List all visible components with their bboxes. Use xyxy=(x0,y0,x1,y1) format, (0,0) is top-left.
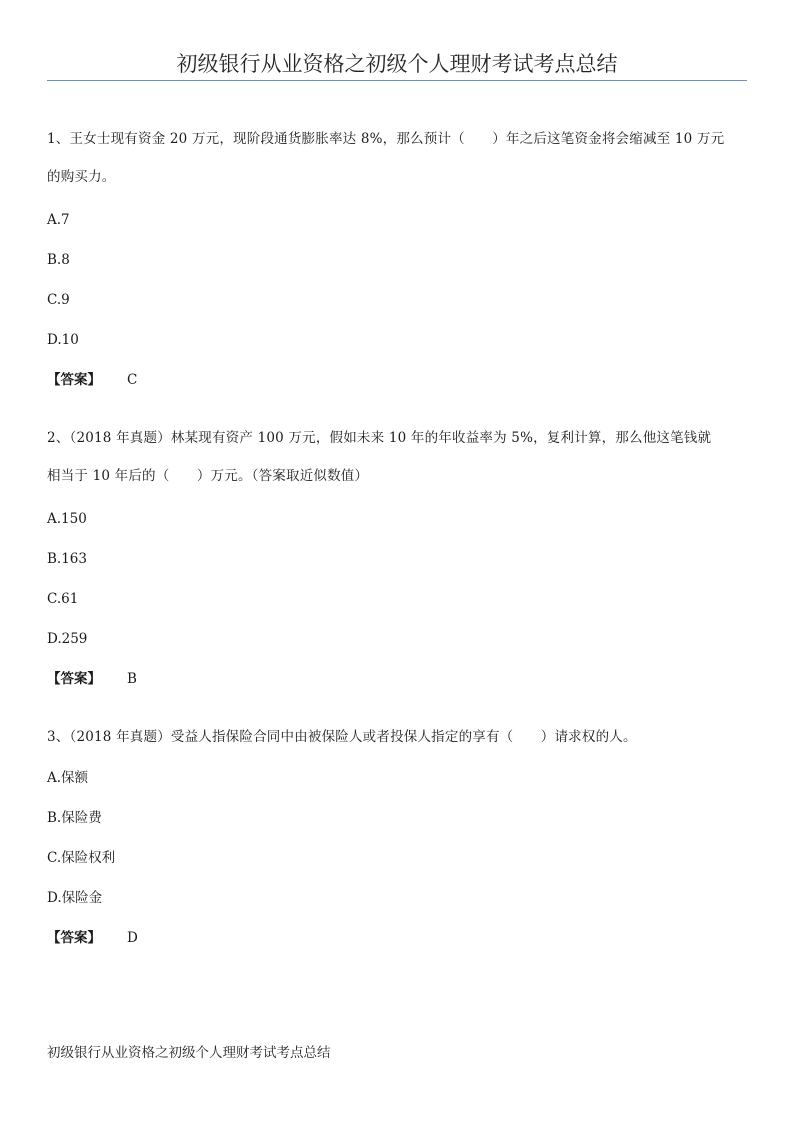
option-c: C.9 xyxy=(47,292,70,308)
option-c: C.61 xyxy=(47,591,79,607)
question-list xyxy=(47,120,747,984)
answer-value: C xyxy=(127,372,138,388)
answer-label: 【答案】 xyxy=(47,372,101,388)
question-1 xyxy=(47,120,747,426)
option-c: C.保险权利 xyxy=(47,850,116,866)
question-stem-line: 相当于 10 年后的（ ）万元。（答案取近似数值） xyxy=(47,468,369,484)
question-stem xyxy=(47,419,747,495)
option-a: A.7 xyxy=(47,212,70,228)
question-2 xyxy=(47,419,747,725)
option-b: B.8 xyxy=(47,252,70,268)
question-stem-line: 3、（2018 年真题）受益人指保险合同中由被保险人或者投保人指定的享有（ ）请求权的人。 xyxy=(47,729,637,745)
option-b: B.保险费 xyxy=(47,810,102,826)
answer-value: D xyxy=(127,930,138,946)
question-stem xyxy=(47,120,747,196)
answer-row xyxy=(47,669,747,725)
question-stem xyxy=(47,718,747,756)
answer-label: 【答案】 xyxy=(47,930,101,946)
page-footer: 初级银行从业资格之初级个人理财考试考点总结 xyxy=(47,1045,331,1061)
answer-label: 【答案】 xyxy=(47,671,101,687)
question-stem-line: 的购买力。 xyxy=(47,169,116,185)
answer-row xyxy=(47,370,747,426)
option-a: A.保额 xyxy=(47,770,89,786)
question-stem-line: 2、（2018 年真题）林某现有资产 100 万元，假如未来 10 年的年收益率为 5%，复利计算，那么他这笔钱就 xyxy=(47,430,712,446)
option-a: A.150 xyxy=(47,511,87,527)
option-d: D.259 xyxy=(47,631,88,647)
option-b: B.163 xyxy=(47,551,87,567)
question-3 xyxy=(47,718,747,984)
question-stem-line: 1、王女士现有资金 20 万元，现阶段通货膨胀率达 8%，那么预计（ ）年之后这笔资金将会缩减至 10 万元 xyxy=(47,131,725,147)
title-divider xyxy=(47,80,747,81)
page-title: 初级银行从业资格之初级个人理财考试考点总结 xyxy=(176,52,618,76)
answer-value: B xyxy=(127,671,137,687)
option-d: D.10 xyxy=(47,332,79,348)
answer-row xyxy=(47,928,747,984)
option-d: D.保险金 xyxy=(47,890,103,906)
